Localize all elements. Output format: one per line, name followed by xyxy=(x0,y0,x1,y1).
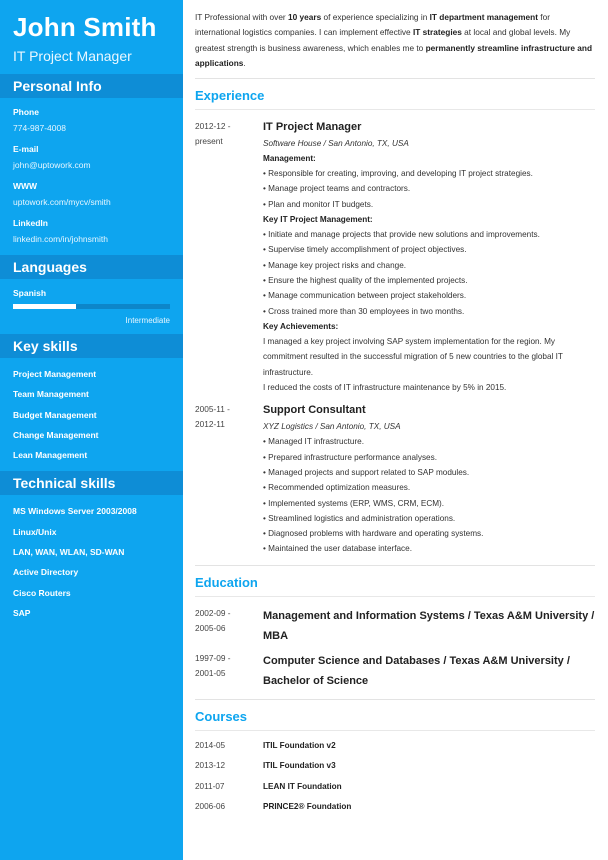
personal-info-list xyxy=(0,98,183,244)
course-entry xyxy=(195,796,595,817)
technical-skill-item: SAP xyxy=(13,607,31,618)
summary-text: . xyxy=(243,58,246,69)
language-proficiency-bar xyxy=(13,304,170,309)
job-bullet: • Supervise timely accomplishment of project objectives. xyxy=(263,245,467,255)
technical-skill-item: Cisco Routers xyxy=(13,587,71,598)
course-entry xyxy=(195,776,595,797)
course-name: ITIL Foundation v2 xyxy=(263,740,336,750)
email-value[interactable]: john@uptowork.com xyxy=(13,160,91,170)
languages-heading: Languages xyxy=(0,255,183,279)
job-date-to: present xyxy=(195,135,223,146)
job-bullet: • Recommended optimization measures. xyxy=(263,483,411,493)
language-level: Intermediate xyxy=(125,316,170,325)
job-bullet: • Ensure the highest quality of the implemented projects. xyxy=(263,276,468,285)
job-bullet: • Diagnosed problems with hardware and operating systems. xyxy=(263,529,484,539)
job-dates xyxy=(195,119,263,396)
personal-info-heading: Personal Info xyxy=(0,74,183,98)
candidate-role: IT Project Manager xyxy=(13,48,132,64)
course-date: 2011-07 xyxy=(195,781,225,791)
job-bullet: • Manage key project risks and change. xyxy=(263,260,407,270)
job-title: IT Project Manager xyxy=(263,120,362,133)
job-bullet: • Maintained the user database interface. xyxy=(263,544,412,554)
job-date-from: 2012-12 - xyxy=(195,120,231,131)
job-title: Support Consultant xyxy=(263,404,366,417)
courses-list xyxy=(195,735,595,817)
linkedin-label: LinkedIn xyxy=(13,218,48,228)
job-company: Software House / San Antonio, TX, USA xyxy=(263,138,409,148)
key-skills-heading: Key skills xyxy=(0,334,183,358)
technical-skill-item: Linux/Unix xyxy=(13,526,57,537)
course-entry xyxy=(195,735,595,756)
education-body xyxy=(263,606,595,646)
job-bullet: • Prepared infrastructure performance analyses. xyxy=(263,452,437,462)
key-skills-list xyxy=(0,358,183,471)
technical-skills-heading: Technical skills xyxy=(0,471,183,495)
job-bullet: • Initiate and manage projects that provide new solutions and improvements. xyxy=(263,230,540,240)
summary-text: of experience specializing in xyxy=(321,12,430,22)
job-bullet: • Manage communication between project stakeholders. xyxy=(263,291,467,301)
job-body xyxy=(263,119,595,396)
education-entry xyxy=(195,606,595,646)
language-proficiency-fill xyxy=(13,304,76,309)
summary-highlight: IT department management xyxy=(429,12,538,22)
job-dates xyxy=(195,402,263,556)
job-bullet: • Manage project teams and contractors. xyxy=(263,184,411,194)
key-skill-item: Budget Management xyxy=(13,409,97,420)
job-entry xyxy=(195,402,595,556)
education-date-from: 1997-09 - xyxy=(195,652,231,663)
technical-skill-item: LAN, WAN, WLAN, SD-WAN xyxy=(13,547,125,558)
key-skill-item: Lean Management xyxy=(13,450,88,461)
www-value[interactable]: uptowork.com/mycv/smith xyxy=(13,197,111,207)
course-date: 2013-12 xyxy=(195,761,226,770)
education-title: Computer Science and Databases / Texas A&M University / Bachelor of Science xyxy=(263,654,570,687)
courses-heading: Courses xyxy=(195,700,595,731)
technical-skill-item: MS Windows Server 2003/2008 xyxy=(13,506,137,517)
summary-text: IT Professional with over xyxy=(195,12,288,22)
course-name: ITIL Foundation v3 xyxy=(263,761,336,770)
job-bullet: • Streamlined logistics and administration operations. xyxy=(263,513,456,523)
technical-skill-item: Active Directory xyxy=(13,567,79,578)
course-date: 2006-06 xyxy=(195,802,226,811)
course-entry xyxy=(195,755,595,776)
summary-text: at local and global levels. My greatest strength is business awareness, which enables me to xyxy=(195,27,571,53)
education-body xyxy=(263,651,595,691)
education-dates xyxy=(195,606,263,646)
job-company: XYZ Logistics / San Antonio, TX, USA xyxy=(263,422,401,432)
job-date-from: 2005-11 - xyxy=(195,404,230,415)
phone-value[interactable]: 774-987-4008 xyxy=(13,123,66,133)
job-achievement: I managed a key project involving SAP system implementation for the region. My commitment resulted in the successful migration of 5 new countries to the global IT infrastructure. xyxy=(263,337,563,377)
experience-heading: Experience xyxy=(195,79,595,110)
language-name: Spanish xyxy=(13,288,47,298)
linkedin-value[interactable]: linkedin.com/in/johnsmith xyxy=(13,234,108,244)
education-dates xyxy=(195,651,263,691)
job-bullet: • Responsible for creating, improving, and developing IT project strategies. xyxy=(263,168,533,178)
education-entry xyxy=(195,651,595,691)
job-date-to: 2012-11 xyxy=(195,419,225,430)
course-name: PRINCE2® Foundation xyxy=(263,802,352,811)
job-subheading: Key IT Project Management: xyxy=(263,214,373,224)
job-subheading: Key Achievements: xyxy=(263,321,339,331)
summary-text: for international logistics companies. I can implement effective xyxy=(195,12,550,38)
education-date-from: 2002-09 - xyxy=(195,607,231,618)
job-bullet: • Managed IT infrastructure. xyxy=(263,437,365,447)
job-bullet: • Implemented systems (ERP, WMS, CRM, ECM). xyxy=(263,498,445,508)
profile-summary xyxy=(195,0,595,72)
candidate-name: John Smith xyxy=(13,12,157,42)
summary-highlight: 10 years xyxy=(288,12,322,22)
education-title: Management and Information Systems / Texas A&M University / MBA xyxy=(263,609,595,642)
job-achievement: I reduced the costs of IT infrastructure maintenance by 5% in 2015. xyxy=(263,383,507,393)
job-bullet: • Cross trained more than 30 employees in two months. xyxy=(263,306,465,316)
education-date-to: 2001-05 xyxy=(195,667,226,678)
job-bullet: • Managed projects and support related to SAP modules. xyxy=(263,467,470,477)
sidebar xyxy=(0,0,183,860)
job-body xyxy=(263,402,595,556)
education-heading: Education xyxy=(195,566,595,597)
key-skill-item: Team Management xyxy=(13,389,89,400)
www-label: WWW xyxy=(13,181,38,191)
technical-skills-list xyxy=(0,495,183,629)
email-label: E-mail xyxy=(13,144,39,154)
education-date-to: 2005-06 xyxy=(195,622,226,633)
summary-highlight: IT strategies xyxy=(412,27,462,38)
language-item xyxy=(0,279,183,325)
main-content xyxy=(195,0,595,817)
job-entry xyxy=(195,119,595,396)
job-subheading: Management: xyxy=(263,153,316,163)
job-bullet: • Plan and monitor IT budgets. xyxy=(263,199,374,209)
summary-highlight: permanently streamline infrastructure and applications xyxy=(195,42,593,69)
course-date: 2014-05 xyxy=(195,740,226,750)
key-skill-item: Change Management xyxy=(13,429,99,440)
key-skill-item: Project Management xyxy=(13,369,97,379)
phone-label: Phone xyxy=(13,107,39,117)
course-name: LEAN IT Foundation xyxy=(263,781,342,791)
